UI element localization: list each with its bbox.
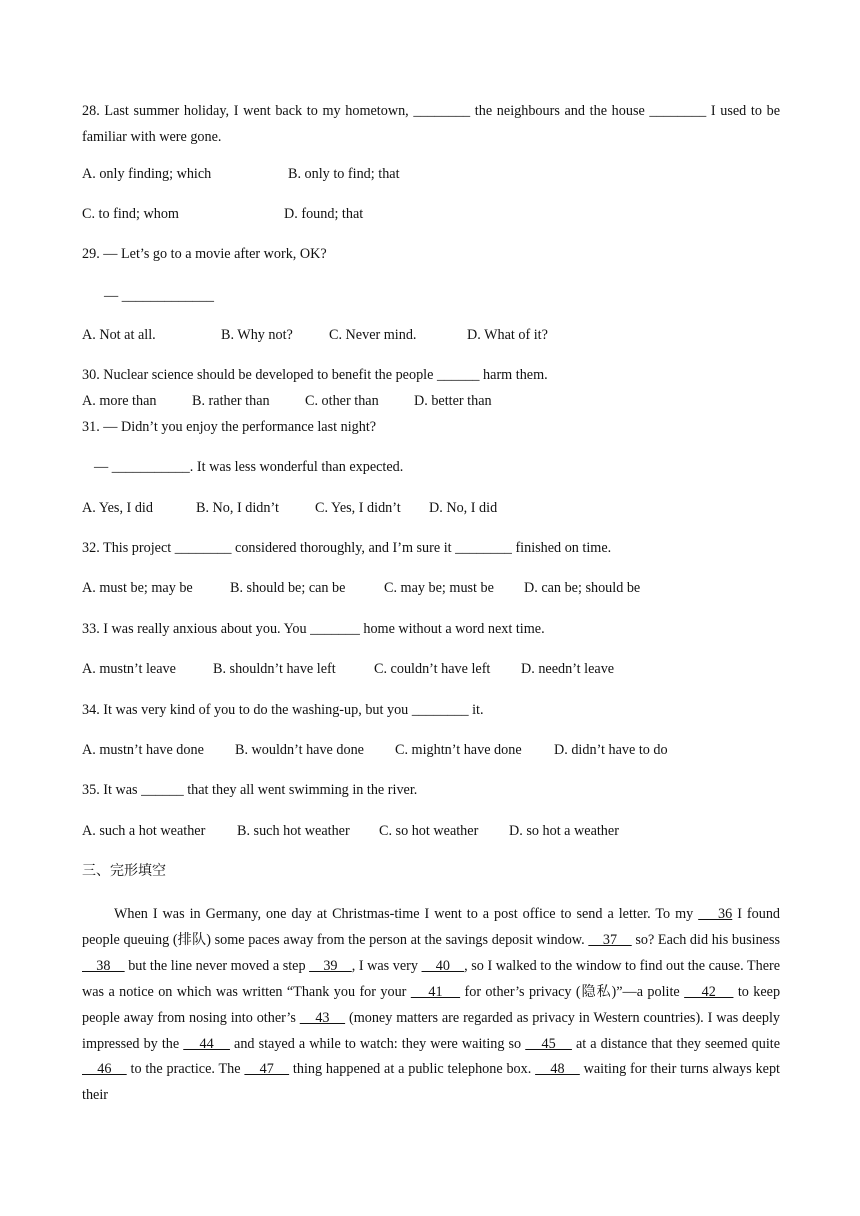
question-32-stem: 32. This project ________ considered thoroughly, and I’m sure it ________ finished on time.	[82, 540, 612, 556]
question-34-option-d: D. didn’t have to do	[554, 742, 668, 758]
cloze-text: at a distance that they seemed quite	[571, 1035, 781, 1052]
question-28-option-c: C. to find; whom	[82, 206, 179, 222]
section-heading: 三、完形填空	[82, 863, 166, 879]
cloze-text: but the line never moved a step	[124, 957, 310, 974]
question-29-reply: — _____________	[104, 288, 214, 304]
question-28-option-b: B. only to find; that	[288, 166, 400, 182]
question-28-option-a: A. only finding; which	[82, 166, 212, 182]
question-33-option-b: B. shouldn’t have left	[213, 661, 336, 677]
question-31-option-c: C. Yes, I didn’t	[315, 500, 401, 516]
cloze-blank-43: 43	[299, 1009, 346, 1026]
cloze-text: I found people queuing (排队) some paces away from the person at the savings deposit window.	[82, 906, 781, 948]
cloze-blank-39: 39	[309, 957, 352, 974]
cloze-text: (money matters are regarded as privacy in Western countries). I was deeply impressed by the	[82, 1009, 780, 1052]
question-31-option-b: B. No, I didn’t	[196, 500, 279, 516]
question-33-option-c: C. couldn’t have left	[374, 661, 491, 677]
cloze-text: , I was very	[351, 957, 422, 974]
cloze-text: so? Each did his business	[631, 931, 780, 948]
question-29-option-c: C. Never mind.	[329, 327, 417, 343]
question-31-option-d: D. No, I did	[429, 500, 498, 516]
cloze-passage	[82, 902, 780, 1109]
cloze-blank-48: 48	[535, 1061, 580, 1078]
cloze-blank-42: 42	[684, 983, 734, 1000]
question-33-option-d: D. needn’t leave	[521, 661, 615, 677]
question-32-option-b: B. should be; can be	[230, 580, 346, 596]
cloze-text: to keep people away from nosing into other’s	[82, 983, 781, 1026]
question-30-option-c: C. other than	[305, 393, 379, 409]
cloze-text: thing happened at a public telephone box.	[289, 1061, 536, 1078]
question-30-option-b: B. rather than	[192, 393, 270, 409]
question-30-stem: 30. Nuclear science should be developed to benefit the people ______ harm them.	[82, 367, 548, 383]
question-31-stem: 31. — Didn’t you enjoy the performance last night?	[82, 419, 377, 435]
question-35-option-c: C. so hot weather	[379, 823, 479, 839]
question-31-reply: — ___________. It was less wonderful than expected.	[94, 459, 404, 475]
question-30-option-d: D. better than	[414, 393, 492, 409]
question-32-option-d: D. can be; should be	[524, 580, 641, 596]
cloze-text: to the practice. The	[126, 1061, 245, 1078]
question-32-option-c: C. may be; must be	[384, 580, 494, 596]
cloze-blank-46: 46	[82, 1061, 127, 1078]
question-34-option-a: A. mustn’t have done	[82, 742, 204, 758]
question-29-option-a: A. Not at all.	[82, 327, 156, 343]
cloze-blank-44: 44	[183, 1035, 230, 1052]
question-29-option-b: B. Why not?	[221, 327, 293, 343]
question-29-option-d: D. What of it?	[467, 327, 548, 343]
question-34-option-b: B. wouldn’t have done	[235, 742, 364, 758]
question-29-stem: 29. — Let’s go to a movie after work, OK?	[82, 246, 327, 262]
question-34-option-c: C. mightn’t have done	[395, 742, 522, 758]
cloze-text: , so I walked to the window to find out the cause. There was a notice on which was written “Thank you for your	[82, 957, 781, 1000]
cloze-text: When I was in Germany, one day at Christmas-time I went to a post office to send a letter. To my	[114, 906, 699, 922]
question-32-option-a: A. must be; may be	[82, 580, 193, 596]
cloze-blank-45: 45	[525, 1035, 572, 1052]
cloze-blank-47: 47	[244, 1061, 290, 1078]
question-35-option-d: D. so hot a weather	[509, 823, 619, 839]
question-35-option-a: A. such a hot weather	[82, 823, 206, 839]
question-30-option-a: A. more than	[82, 393, 157, 409]
question-28-stem: 28. Last summer holiday, I went back to my hometown, ________ the neighbours and the house ________ I used to be familiar with were gone.	[82, 103, 780, 145]
cloze-blank-38: 38	[82, 957, 125, 974]
cloze-text: waiting for their turns always kept their	[82, 1061, 780, 1104]
question-35-stem: 35. It was ______ that they all went swimming in the river.	[82, 782, 418, 798]
question-28-option-d: D. found; that	[284, 206, 364, 222]
cloze-blank-36: 36	[698, 906, 733, 922]
cloze-blank-37: 37	[588, 931, 632, 948]
question-33-stem: 33. I was really anxious about you. You _______ home without a word next time.	[82, 621, 545, 637]
cloze-blank-41: 41	[410, 983, 461, 1000]
question-35-option-b: B. such hot weather	[237, 823, 350, 839]
question-31-option-a: A. Yes, I did	[82, 500, 153, 516]
question-33-option-a: A. mustn’t leave	[82, 661, 176, 677]
cloze-text: and stayed a while to watch: they were waiting so	[229, 1035, 526, 1052]
question-34-stem: 34. It was very kind of you to do the washing-up, but you ________ it.	[82, 702, 484, 718]
cloze-text: for other’s privacy (隐私)”—a polite	[460, 983, 685, 1000]
cloze-blank-40: 40	[421, 957, 465, 974]
